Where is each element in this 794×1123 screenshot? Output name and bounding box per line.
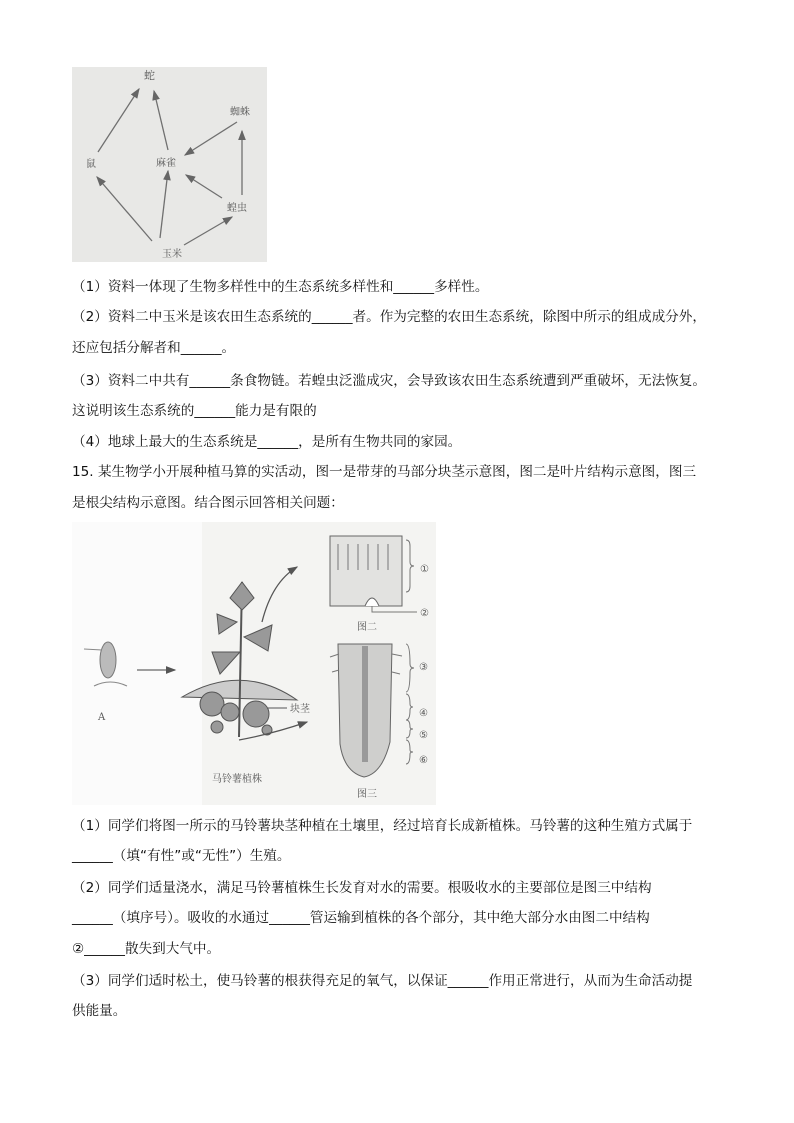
q15-line-3: （2）同学们适量浇水，满足马铃薯植株生长发育对水的需要。根吸收水的主要部位是图三中结构 [72,880,652,896]
q15-line-5: ②______散失到大气中。 [72,941,221,957]
fig3-label: 图三 [357,789,377,800]
fig2-label: 图二 [357,622,377,633]
tuber-label: 块茎 [290,704,310,715]
potato-figure [72,522,436,805]
bud-label: A [98,712,106,723]
q15-line-7: 供能量。 [72,1003,127,1019]
q15-line-6: （3）同学们适时松土，使马铃薯的根获得充足的氧气，以保证______作用正常进行，从而为生命活动提 [72,973,693,989]
marker-5: ⑤ [419,730,428,741]
q14-line-3: 还应包括分解者和______。 [72,340,236,356]
node-mouse: 鼠 [86,159,96,170]
marker-6: ⑥ [419,755,428,766]
marker-2: ② [420,608,429,619]
node-locust: 蝗虫 [227,203,247,214]
q14-line-4: （3）资料二中共有______条食物链。若蝗虫泛滥成灾，会导致该农田生态系统遭到严重破坏，无法恢复。 [72,373,706,389]
marker-4: ④ [419,708,428,719]
q15-intro-1: 15. 某生物学小开展种植马算的实活动，图一是带芽的马部分块茎示意图，图二是叶片结构示意图，图三 [72,464,697,480]
q14-line-1: （1）资料一体现了生物多样性中的生态系统多样性和______多样性。 [72,279,489,295]
q15-line-4: ______（填序号）。吸收的水通过______管运输到植株的各个部分，其中绝大部分水由图二中结构 [72,910,650,926]
node-corn: 玉米 [162,249,182,260]
q15-intro-2: 是根尖结构示意图。结合图示回答相关问题： [72,495,344,511]
food-web-diagram [72,67,267,262]
marker-3: ③ [419,662,428,673]
q15-line-2: ______（填“有性”或“无性”）生殖。 [72,848,291,864]
q15-line-1: （1）同学们将图一所示的马铃薯块茎种植在土壤里，经过培育长成新植株。马铃薯的这种生殖方式属于 [72,818,693,834]
marker-1: ① [420,564,429,575]
node-sparrow: 麻雀 [156,158,176,169]
q14-line-6: （4）地球上最大的生态系统是______，是所有生物共同的家园。 [72,434,462,450]
q14-line-2: （2）资料二中玉米是该农田生态系统的______者。作为完整的农田生态系统，除图中所示的组成成分外， [72,309,706,325]
node-snake: 蛇 [144,69,155,82]
q14-line-5: 这说明该生态系统的______能力是有限的 [72,403,317,419]
node-spider: 蜘蛛 [230,107,250,118]
plant-label: 马铃薯植株 [212,774,262,785]
leaf-section-image [330,536,402,606]
